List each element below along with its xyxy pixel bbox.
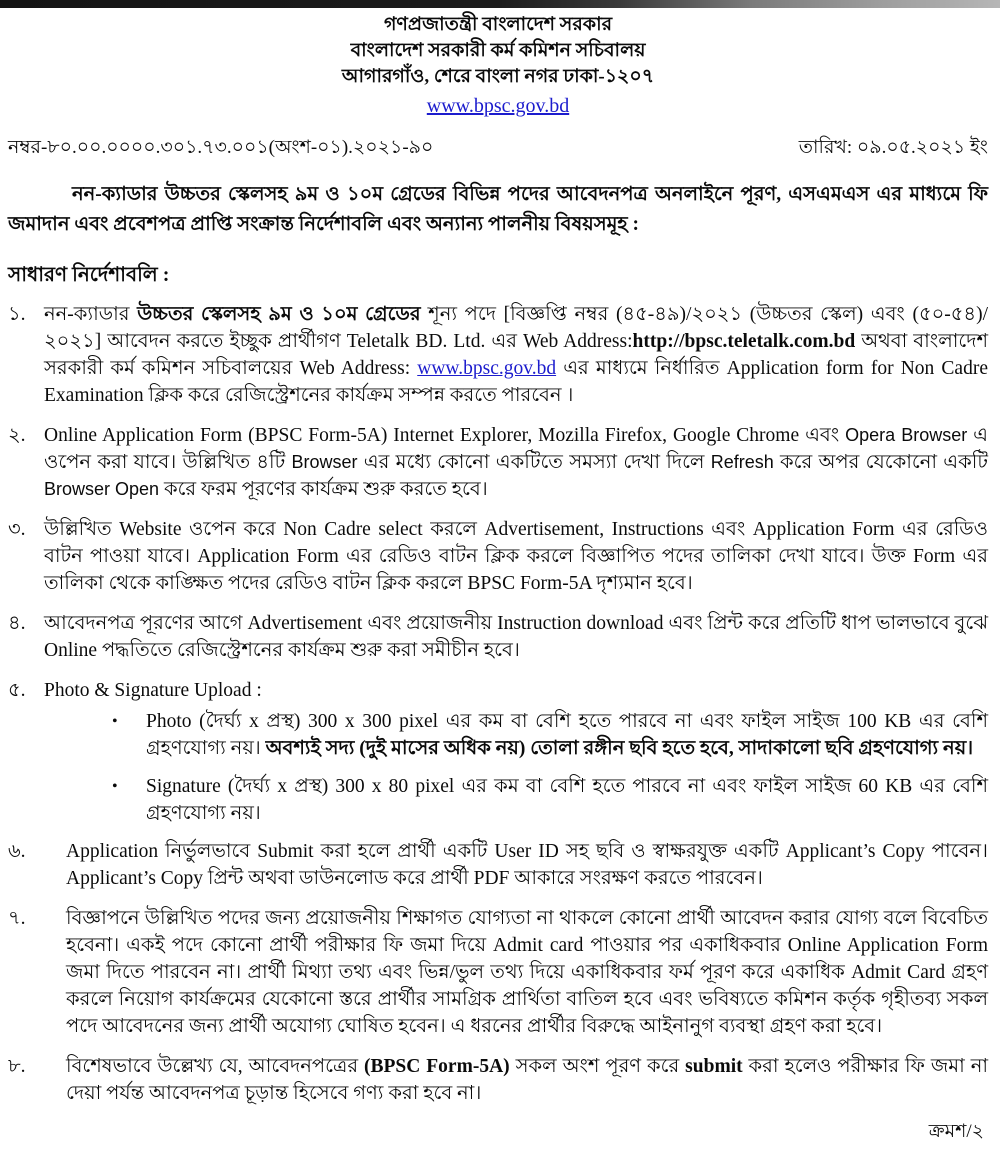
text-segment: Photo & Signature Upload : (44, 680, 262, 701)
item-number: ২. (8, 425, 26, 446)
text-segment: Online Application Form (BPSC Form-5A) Internet Explorer, Mozilla Firefox, Google Chrome এবং (44, 425, 846, 446)
text-segment: আবেদনপত্র পূরণের আগে Advertisement এবং প্রয়োজনীয় Instruction download এবং প্রিন্ট করে প্রতিটি ধাপ ভালভাবে বুঝে Online পদ্ধতিতে রেজিস্ট্রেশনের কার্যক্রম শুরু করা সমীচীন হবে। (44, 613, 988, 661)
org-line-address: আগারগাঁও, শেরে বাংলা নগর ঢাকা-১২০৭ (341, 66, 655, 87)
website-link[interactable]: www.bpsc.gov.bd (426, 95, 570, 117)
item-number: ১. (8, 304, 26, 325)
text-segment: করা হলেও পরীক্ষার ফি জমা না দেয়া পর্যন্ত আবেদনপত্র চূড়ান্ত হিসেবে গণ্য করা হবে না। (66, 1056, 988, 1104)
instructions-list (8, 301, 988, 1107)
letterhead (8, 12, 988, 120)
text-segment: Signature (দৈর্ঘ্য x প্রস্থ) 300 x 80 pixel এর কম বা বেশি হতে পারবে না এবং ফাইল সাইজ 60 KB এর বেশি গ্রহণযোগ্য নয়। (146, 776, 988, 824)
org-line-commission: বাংলাদেশ সরকারী কর্ম কমিশন সচিবালয় (350, 40, 646, 61)
text-segment: এর মধ্যে কোনো একটিতে সমস্যা দেখা দিলে (357, 452, 711, 473)
text-segment: অথবা বাংলাদেশ সরকারী কর্ম কমিশন সচিবালয়ের Web Address: (44, 331, 988, 379)
section-heading: সাধারণ নির্দেশাবলি : (8, 264, 170, 286)
item-text (44, 677, 988, 704)
text-segment: অবশ্যই সদ্য (দুই মাসের অধিক নয়) তোলা রঙ্গীন ছবি হতে হবে, সাদাকালো ছবি গ্রহণযোগ্য নয়। (265, 738, 974, 759)
text-segment: Refresh (710, 452, 774, 472)
list-item (8, 677, 988, 704)
text-segment: নন-ক্যাডার (44, 304, 138, 325)
item-number: ৫. (8, 680, 26, 701)
list-item (8, 905, 988, 1040)
scan-artifact-bar (0, 0, 1000, 8)
text-segment: সকল অংশ পূরণ করে (509, 1056, 686, 1077)
list-item (8, 1053, 988, 1107)
text-segment: Photo (দৈর্ঘ্য x প্রস্থ) 300 x 300 pixel এর কম বা বেশি হতে পারবে না এবং ফাইল সাইজ 100 KB এর বেশি গ্রহণযোগ্য নয়। (146, 711, 988, 759)
bullet-icon: • (112, 778, 118, 795)
memo-meta-row (8, 136, 988, 160)
bullet-item (8, 773, 988, 827)
bullet-text (146, 708, 988, 762)
text-segment: বিজ্ঞাপনে উল্লিখিত পদের জন্য প্রয়োজনীয় শিক্ষাগত যোগ্যতা না থাকলে কোনো প্রার্থী আবেদন করার যোগ্য বলে বিবেচিত হবেনা। একই পদে কোনো প্রার্থী পরীক্ষার ফি জমা দিয়ে Admit card পাওয়ার পর একাধিকবার Online Application Form জমা দিতে পারবেন না। প্রার্থী মিথ্যা তথ্য এবং ভিন্ন/ভুল তথ্য দিয়ে একাধিকবার ফর্ম পূরণ করে একাধিক Admit Card গ্রহণ করলে নিয়োগ কার্যক্রমের যেকোনো স্তরে প্রার্থীর সামগ্রিক প্রার্থিতা বাতিল হবে এবং ভবিষ্যতে কমিশন কর্তৃক গৃহীতব্য সকল পদে আবেদনের জন্য প্রার্থী অযোগ্য ঘোষিত হবেন। এ ধরনের প্রার্থীর বিরুদ্ধে আইনানুগ ব্যবস্থা গ্রহণ করা হবে। (66, 908, 988, 1037)
item-number: ৩. (8, 519, 26, 540)
item-text (66, 838, 988, 892)
text-segment: Browser (291, 452, 358, 472)
inline-link[interactable]: www.bpsc.gov.bd (417, 358, 557, 379)
text-segment: (BPSC Form-5A) (364, 1056, 510, 1077)
text-segment: উচ্চতর স্কেলসহ ৯ম ও ১০ম গ্রেডের (137, 304, 421, 325)
text-segment: বিশেষভাবে উল্লেখ্য যে, আবেদনপত্রের (66, 1056, 364, 1077)
bullet-icon: • (112, 713, 118, 730)
item-text (44, 516, 988, 597)
item-number: ৭. (8, 908, 26, 929)
text-segment: উল্লিখিত Website ওপেন করে Non Cadre select করলে Advertisement, Instructions এবং Application Form এর রেডিও বাটন পাওয়া যাবে। Application Form এর রেডিও বাটন ক্লিক করলে বিজ্ঞাপিত পদের তালিকা দেখা যাবে। উক্ত Form এর তালিকা থেকে কাঙ্ক্ষিত পদের রেডিও বাটন ক্লিক করলে BPSC Form-5A দৃশ্যমান হবে। (44, 519, 988, 594)
text-segment: Opera Browser (845, 425, 968, 445)
document (0, 8, 1000, 1144)
list-item (8, 516, 988, 597)
text-segment: http://bpsc.teletalk.com.bd (632, 331, 856, 352)
text-segment: Application নির্ভুলভাবে Submit করা হলে প্রার্থী একটি User ID সহ ছবি ও স্বাক্ষরযুক্ত একটি Applicant’s Copy পাবেন। Applicant’s Copy প্রিন্ট অথবা ডাউনলোড করে প্রার্থী PDF আকারে সংরক্ষণ করতে পারবেন। (66, 841, 988, 889)
text-segment: submit (685, 1056, 743, 1077)
bullet-text (146, 773, 988, 827)
bullet-item (8, 708, 988, 762)
list-item (8, 610, 988, 664)
website-line (8, 92, 988, 120)
list-item (8, 301, 988, 409)
item-number: ৪. (8, 613, 26, 634)
item-number: ৬. (8, 841, 26, 862)
memo-date: তারিখ: ০৯.০৫.২০২১ ইং (798, 137, 988, 158)
text-segment: এর মাধ্যমে নির্ধারিত Application form for Non Cadre Examination ক্লিক করে রেজিস্ট্রেশনের কার্যক্রম সম্পন্ন করতে পারবেন । (44, 358, 988, 406)
text-segment: করে অপর যেকোনো একটি (773, 452, 988, 473)
continuation-mark: ক্রমশ/২ (928, 1121, 984, 1142)
text-segment: করে ফরম পূরণের কার্যক্রম শুরু করতে হবে। (159, 479, 488, 500)
item-text (44, 422, 988, 503)
item-text (44, 301, 988, 409)
text-segment: এ ওপেন করা যাবে। উল্লিখিত ৪টি (44, 425, 989, 473)
text-segment: Browser Open (44, 479, 160, 499)
list-item (8, 838, 988, 892)
memo-number: নম্বর-৮০.০০.০০০০.৩০১.৭৩.০০১(অংশ-০১).২০২১-৯০ (8, 137, 434, 158)
subject-paragraph: নন-ক্যাডার উচ্চতর স্কেলসহ ৯ম ও ১০ম গ্রেডের বিভিন্ন পদের আবেদনপত্র অনলাইনে পূরণ, এসএমএস এর মাধ্যমে ফি জমাদান এবং প্রবেশপত্র প্রাপ্তি সংক্রান্ত নির্দেশাবলি এবং অন্যান্য পালনীয় বিষয়সমূহ : (8, 184, 988, 235)
item-text (66, 1053, 988, 1107)
item-text (44, 610, 988, 664)
org-line-government: গণপ্রজাতন্ত্রী বাংলাদেশ সরকার (383, 14, 613, 35)
list-item (8, 422, 988, 503)
item-text (66, 905, 988, 1040)
text-segment: শূন্য পদে [বিজ্ঞপ্তি নম্বর (৪৫-৪৯)/২০২১ (উচ্চতর স্কেল) এবং (৫০-৫৪)/২০২১] আবেদন করতে ইচ্ছুক প্রার্থীগণ Teletalk BD. Ltd. এর Web Address: (44, 304, 988, 352)
item-number: ৮. (8, 1056, 26, 1077)
